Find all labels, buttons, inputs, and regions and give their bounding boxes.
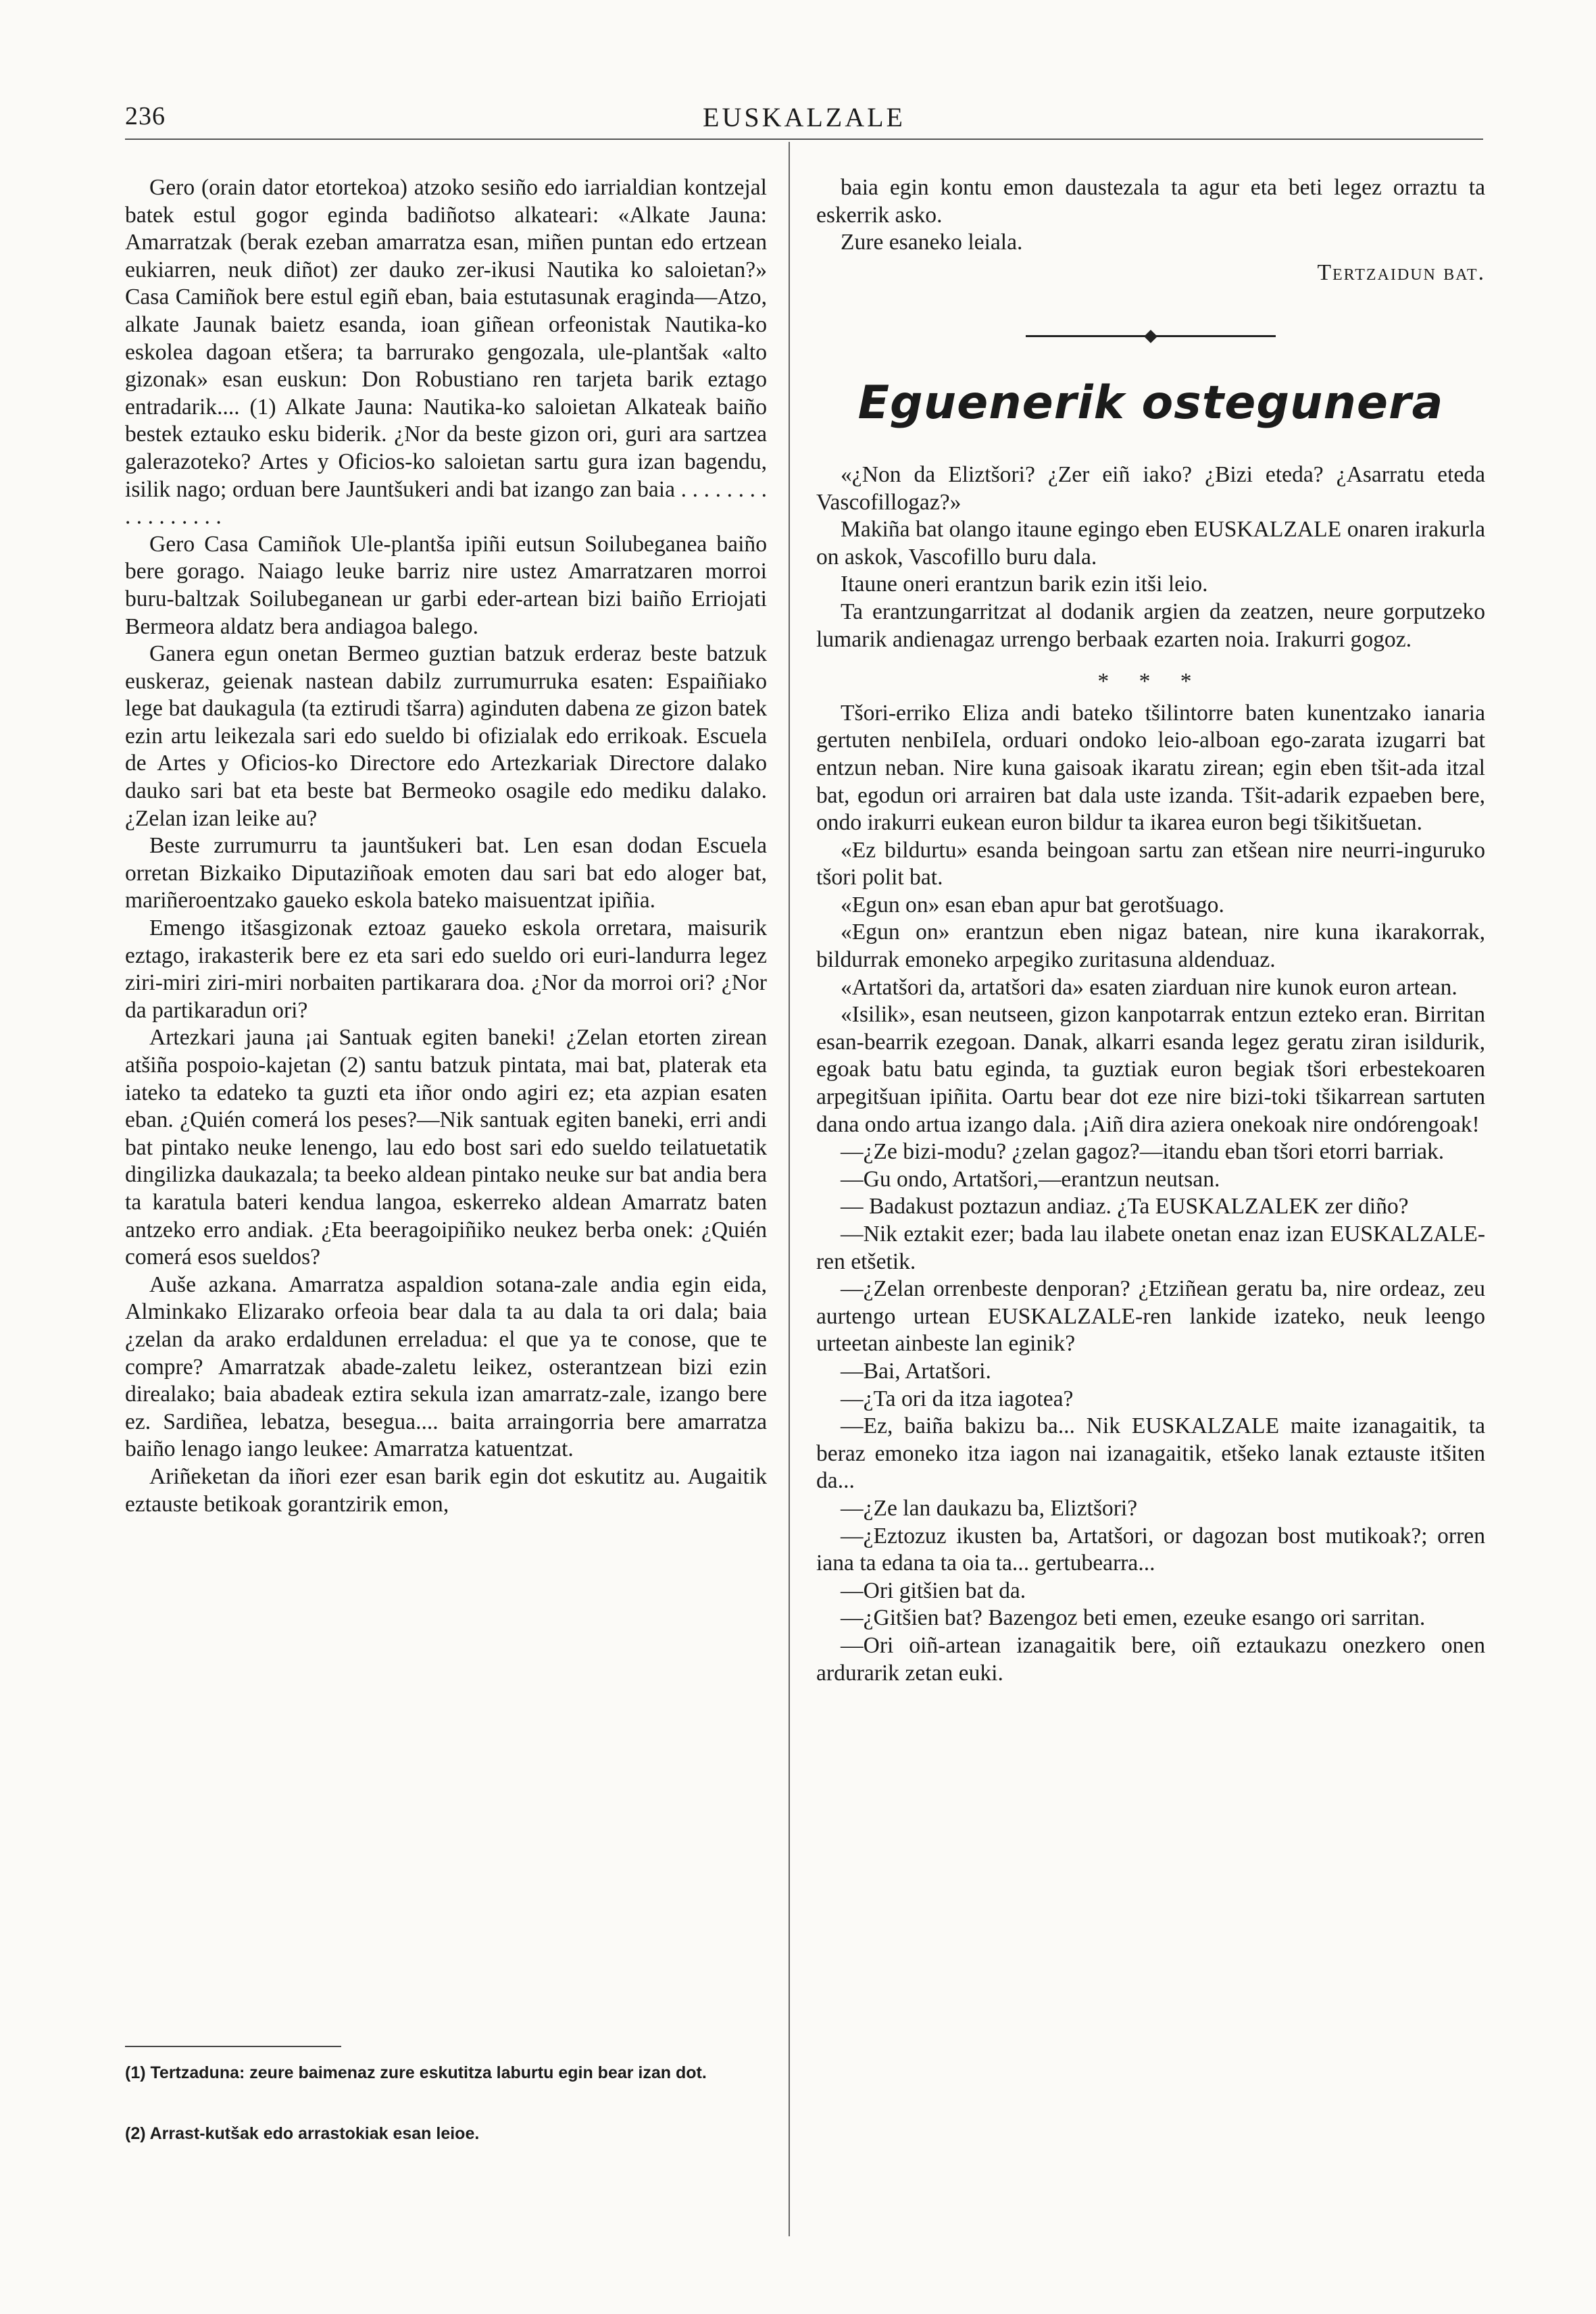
paragraph: —¿Ze bizi-modu? ¿zelan gagoz?—itandu eban tšori etorri barriak. xyxy=(841,1139,1445,1165)
paragraph: Gero (orain dator etortekoa) atzoko sesiño edo iarrialdian kontzejal batek estul gogor eginda badiñotso alkateari: «Alkate Jauna: Amarratzak (berak ezeban amarratza esan, miñen puntan edo ertzean eukiarren, neuk diñot) zer dauko zer-ikusi Nautika ko saloietan?» Casa Camiñok bere estul egiñ eban, baia estutasunak eraginda—Atzo, alkate Jaunak baietz esanda, ioan giñean orfeonistak Nautika-ko eskolea dagoan etšera; ta barrurako gengozala, ule-plantšak «alto gizonak» esan euskun: Don Robustiano ren tarjeta barik eztago entradarik.... (1) Alkate Jauna: Nautika-ko saloietan Alkateak baiño bestek eztauko esku biderik. ¿Nor da beste gizon ori, guri ara sartzea galerazoteko? Artes y Oficios-ko saloietan sartu gura izan bagendu, isilik nago; orduan bere Jauntšukeri andi bat izango zan baia . . . . . . . . . . . . . . . . . xyxy=(125,175,767,530)
letter-signature: Tertzaidun bat. xyxy=(1317,259,1485,285)
paragraph: «¿Non da Eliztšori? ¿Zer eiñ iako? ¿Bizi eteda? ¿Asarratu eteda Vascofillogaz?» xyxy=(816,461,1485,515)
paragraph: Tšori-erriko Eliza andi bateko tšilintorre baten kunentzako ianaria gertuten nenbiIela, orduari ondoko leio-alboan ego-zarata izugarri bat entzun neban. Nire kuna gaisoak ikaratu zirean; egin eben tšit-ada itzal bat, egodun ori arrairen bat dala uste izanda. Tšit-adarik ezpaeben bere, ondo irakurri eukean euron bildur ta ikarea euron begi tšikitšuetan. xyxy=(816,700,1485,836)
paragraph: Emengo itšasgizonak eztoaz gaueko eskola orretara, maisurik eztago, irakasterik bere ez eta sari edo sueldo ori euri-landurra legez ziri-miri ziri-miri norbaiten partikarara doa. ¿Nor da morroi ori? ¿Nor da partikaradun ori? xyxy=(125,915,767,1023)
left-column xyxy=(125,174,767,1518)
right-column xyxy=(816,174,1485,1687)
paragraph: Zure esaneko leiala. xyxy=(841,230,1023,255)
paragraph: «Artatšori da, artatšori da» esaten ziarduan nire kunok euron artean. xyxy=(841,974,1457,1000)
header-rule xyxy=(125,139,1483,140)
paragraph: Makiña bat olango itaune egingo eben EUSKALZALE onaren irakurla on askok, Vascofillo buru dala. xyxy=(816,517,1485,570)
running-title: EUSKALZALE xyxy=(703,102,905,132)
paragraph: Artezkari jauna ¡ai Santuak egiten baneki! ¿Zelan etorten zirean atšiña pospoio-kajetan (2) santu batzuk pintata, mai bat, platerak eta iateko ta edateko ta guzti eta iñor ondo agiri ez; eta azpian esaten eban. ¿Quién comerá los peses?—Nik santuak egiten baneki, erri andi bat pintako neuke lenengo, lau edo bost sari edo sueldo teilatuetatik dingilizka daukazala; ta beeko aldean pintako neuke sur bat andia bera ta karatula bateri kendua langoa, eskerreko aldean Amarratz baten antzeko erro andiak. ¿Eta beeragoipiñiko neukez berba onek: ¿Quién comerá esos sueldos? xyxy=(125,1025,767,1270)
paragraph: «Ez bildurtu» esanda beingoan sartu zan etšean nire neurri-inguruko tšori polit bat. xyxy=(816,837,1485,890)
footnote-rule xyxy=(125,2046,341,2047)
paragraph: Gero Casa Camiñok Ule-plantša ipiñi eutsun Soilubeganea baiño bere gorago. Naiago leuke barriz nire ustez Amarratzaren morroi buru-baltzak Soilubeganean ur garbi eder-artean bizi baiño Erriojati Bermeora aldatz bera andiagoa balego. xyxy=(125,531,767,639)
paragraph: Itaune oneri erantzun barik ezin itši leio. xyxy=(841,572,1208,597)
paragraph: «Egun on» erantzun eben nigaz batean, nire kuna ikarakorrak, bildurrak emoneko arpegiko zuritasuna aldenduaz. xyxy=(816,920,1485,973)
paragraph: Beste zurrumurru ta jauntšukeri bat. Len esan dodan Escuela orretan Bizkaiko Diputaziñoak emoten dau sari bat edo aloger bat, mariñeroentzako gaueko eskola bateko maisuentzat ipiñia. xyxy=(125,833,767,913)
footnote: (1) Tertzaduna: zeure baimenaz zure eskutitza laburtu egin bear izan dot. xyxy=(125,2063,707,2082)
article-title: Eguenerik ostegunera xyxy=(857,376,1444,430)
column-divider xyxy=(789,142,790,2236)
paragraph: —Ori gitšien bat da. xyxy=(841,1578,1026,1603)
paragraph: —¿Ta ori da itza iagotea? xyxy=(841,1386,1074,1411)
paragraph: —Nik eztakit ezer; bada lau ilabete onetan enaz izan EUSKALZALE-ren etšetik. xyxy=(816,1222,1485,1274)
paragraph: baia egin kontu emon daustezala ta agur eta beti legez orraztu ta eskerrik asko. xyxy=(816,175,1485,228)
paragraph: —Bai, Artatšori. xyxy=(841,1358,991,1384)
section-ornament xyxy=(816,322,1485,349)
paragraph: —¿Ze lan daukazu ba, Eliztšori? xyxy=(841,1495,1138,1521)
paragraph: —¿Eztozuz ikusten ba, Artatšori, or dagozan bost mutikoak?; orren iana ta edana ta oia ta... gertubearra... xyxy=(816,1523,1485,1576)
section-stars: * * * xyxy=(1097,669,1204,695)
paragraph: —¿Gitšien bat? Bazengoz beti emen, ezeuke esango ori sarritan. xyxy=(841,1605,1426,1631)
paragraph: Auše azkana. Amarratza aspaldion sotana-zale andia egin eida, Alminkako Elizarako orfeoia bear dala ta au dala ta ori dala; baia ¿zelan da arako erdaldunen erreladua: el que ya te conose, que te compre? Amarratzak abade-zaletu leikez, osterantzean bizi ezin direalako; baia abadeak eztira sekula izan amarratz-zale, izango bere ez. Sardiñea, lebatza, besegua.... baita arraingorria bere amarratza baiño lenago iango leukee: Amarratza katuentzat. xyxy=(125,1272,767,1462)
paragraph: —Ez, baiña bakizu ba... Nik EUSKALZALE maite izanagaitik, ta beraz emoneko itza iagon nai izanagaitik, etšeko lanak eztauste itšiten da... xyxy=(816,1413,1485,1494)
footnote: (2) Arrast-kutšak edo arrastokiak esan leioe. xyxy=(125,2124,480,2143)
paragraph: —Ori oiñ-artean izanagaitik bere, oiñ eztaukazu onezkero onen ardurarik zetan euki. xyxy=(816,1632,1485,1686)
paragraph: «Isilik», esan neutseen, gizon kanpotarrak entzun ezteko eran. Birritan esan-bearrik ezegoan. Danak, alkarri esanda legez geratu ziran isildurik, egoak batu batu eginda, ta guztiak euron begiak tšori erbestekoaren arpegitšuan ipiñita. Oartu bear dot eze nire bizi-toki tšikarrean sartuten dana ondo artua izango dala. ¡Aiñ dira aziera onekoak nire ondórengoak! xyxy=(816,1002,1485,1137)
paragraph: Ariñeketan da iñori ezer esan barik egin dot eskutitz au. Augaitik eztauste betikoak gorantzirik emon, xyxy=(125,1463,767,1517)
page-number: 236 xyxy=(125,102,166,130)
paragraph: Ganera egun onetan Bermeo guztian batzuk erderaz beste batzuk euskeraz, geienak nastean dabilz zurrumurruka esaten: Espaiñiako lege bat daukagula (ta eztirudi tšarra) aginduten dabena ze gizon batek ezin artu leikezala sari edo sueldo bi ofizialak edo errikoak. Escuela de Artes y Oficios-ko Directore edo Artezkariak Directore dalako dauko sari bat eta beste bat Bermeoko osagile edo mediku dalako. ¿Zelan izan leike au? xyxy=(125,641,767,831)
paragraph: Ta erantzungarritzat al dodanik argien da zeatzen, neure gorputzeko lumarik andienagaz urrengo berbaak ezarten noia. Irakurri gogoz. xyxy=(816,599,1485,652)
page-header xyxy=(125,101,1483,136)
paragraph: —¿Zelan orrenbeste denporan? ¿Etziñean geratu ba, nire ordeaz, zeu aurtengo urtean EUSKALZALE-ren lankide izateko, neuk leengo urteetan ainbeste lan eginik? xyxy=(816,1276,1485,1357)
paragraph: — Badakust poztazun andiaz. ¿Ta EUSKALZALEK zer diño? xyxy=(841,1194,1409,1219)
paragraph: —Gu ondo, Artatšori,—erantzun neutsan. xyxy=(841,1166,1220,1192)
paragraph: «Egun on» esan eban apur bat gerotšuago. xyxy=(841,892,1224,917)
